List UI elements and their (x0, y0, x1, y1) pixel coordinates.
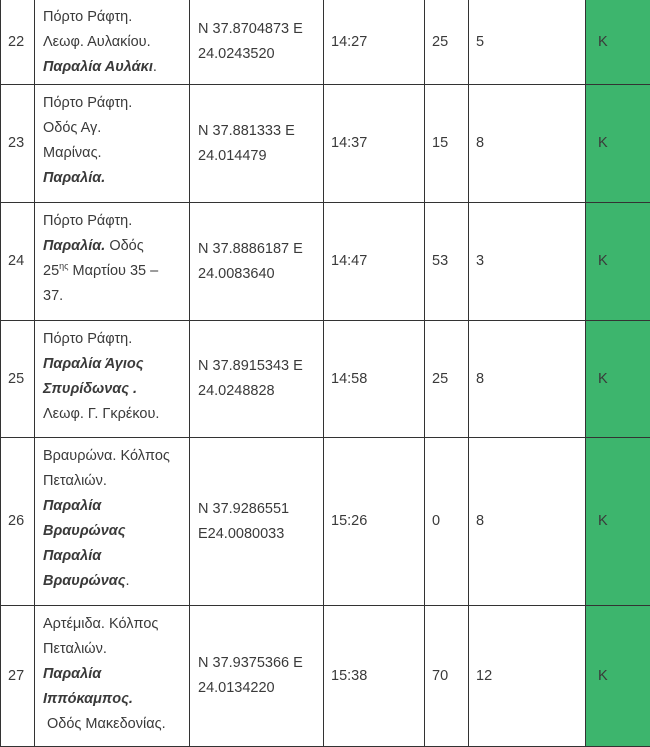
status-cell: K (586, 321, 650, 438)
coordinate-line: 24.0134220 (198, 676, 323, 701)
location-line (43, 30, 189, 55)
status-cell: K (586, 0, 650, 85)
table-row (1, 438, 650, 606)
status-cell: K (586, 438, 650, 606)
location-line (43, 91, 189, 116)
location-text: Πόρτο Ράφτη. (43, 9, 132, 25)
location-cell (35, 85, 190, 203)
table-row (1, 85, 650, 203)
location-text: Λεωφ. Γ. Γκρέκου. (43, 406, 159, 422)
coordinates-cell (190, 606, 324, 747)
location-line (43, 141, 189, 166)
location-text: . (153, 59, 157, 75)
location-cell (35, 606, 190, 747)
location-cell (35, 321, 190, 438)
location-text: Μαρτίου 35 – (68, 263, 158, 279)
location-line (43, 259, 189, 284)
location-line (43, 612, 189, 637)
beach-name-text: Παραλία (43, 548, 101, 564)
location-line (43, 569, 189, 594)
coordinate-line: 24.0248828 (198, 379, 323, 404)
beach-name-text: Βραυρώνας (43, 523, 125, 539)
beach-name-text: Παραλία. (43, 238, 105, 254)
location-line (43, 402, 189, 427)
row-number-cell: 22 (1, 0, 35, 85)
location-line (43, 687, 189, 712)
location-text: Πόρτο Ράφτη. (43, 213, 132, 229)
beach-name-text: Παραλία. (43, 170, 105, 186)
value2-cell: 5 (469, 0, 586, 85)
coordinate-line: N 37.8704873 E (198, 17, 323, 42)
row-number-cell: 23 (1, 85, 35, 203)
time-cell: 14:58 (324, 321, 425, 438)
row-number-cell: 27 (1, 606, 35, 747)
location-text: Πόρτο Ράφτη. (43, 95, 132, 111)
coordinate-line: E24.0080033 (198, 522, 323, 547)
value2-cell: 12 (469, 606, 586, 747)
coordinate-line: N 37.881333 E (198, 119, 323, 144)
location-line (43, 209, 189, 234)
value1-cell: 53 (425, 203, 469, 321)
row-number-cell: 24 (1, 203, 35, 321)
table-row (1, 321, 650, 438)
location-text: Οδός (105, 238, 143, 254)
location-line (43, 662, 189, 687)
row-number-cell: 25 (1, 321, 35, 438)
beach-name-text: Βραυρώνας (43, 573, 125, 589)
value1-cell: 25 (425, 321, 469, 438)
beach-name-text: Σπυρίδωνας . (43, 381, 137, 397)
time-cell: 15:26 (324, 438, 425, 606)
coordinate-line: 24.0083640 (198, 262, 323, 287)
row-number-cell: 26 (1, 438, 35, 606)
location-text: Αρτέμιδα. Κόλπος (43, 616, 158, 632)
location-text: Λεωφ. Αυλακίου. (43, 34, 151, 50)
beach-name-text: Παραλία (43, 666, 101, 682)
location-line (43, 116, 189, 141)
value1-cell: 0 (425, 438, 469, 606)
location-line (43, 494, 189, 519)
location-text: 25 (43, 263, 59, 279)
coordinate-line: N 37.9286551 (198, 497, 323, 522)
beach-name-text: Ιππόκαμπος. (43, 691, 133, 707)
location-cell (35, 0, 190, 85)
location-line (43, 377, 189, 402)
location-line (43, 55, 189, 80)
coordinates-cell (190, 321, 324, 438)
coordinate-line: N 37.9375366 E (198, 651, 323, 676)
location-line (43, 444, 189, 469)
location-line (43, 544, 189, 569)
location-line (43, 469, 189, 494)
value2-cell: 3 (469, 203, 586, 321)
location-text: Μαρίνας. (43, 145, 102, 161)
beach-name-text: Παραλία Αυλάκι (43, 59, 153, 75)
table-row (1, 0, 650, 85)
location-line (43, 166, 189, 191)
coordinates-cell (190, 203, 324, 321)
coordinate-line: N 37.8915343 E (198, 354, 323, 379)
location-text: Οδός Μακεδονίας. (47, 716, 166, 732)
status-cell: K (586, 606, 650, 747)
value2-cell: 8 (469, 321, 586, 438)
coordinates-cell (190, 438, 324, 606)
location-text: 37. (43, 288, 63, 304)
location-text: Πεταλιών. (43, 641, 107, 657)
status-cell: K (586, 85, 650, 203)
coordinate-line: 24.014479 (198, 144, 323, 169)
location-text: Πόρτο Ράφτη. (43, 331, 132, 347)
location-cell (35, 203, 190, 321)
time-cell: 15:38 (324, 606, 425, 747)
time-cell: 14:37 (324, 85, 425, 203)
value1-cell: 70 (425, 606, 469, 747)
time-cell: 14:27 (324, 0, 425, 85)
table-body (1, 0, 650, 747)
time-cell: 14:47 (324, 203, 425, 321)
location-line (43, 327, 189, 352)
value1-cell: 25 (425, 0, 469, 85)
location-cell (35, 438, 190, 606)
location-line (43, 352, 189, 377)
location-text: . (125, 573, 129, 589)
coordinate-line: 24.0243520 (198, 42, 323, 67)
value2-cell: 8 (469, 438, 586, 606)
location-line (43, 5, 189, 30)
value2-cell: 8 (469, 85, 586, 203)
location-line (43, 519, 189, 544)
coordinates-cell (190, 85, 324, 203)
coordinate-line: N 37.8886187 E (198, 237, 323, 262)
coordinates-cell (190, 0, 324, 85)
location-text: Οδός Αγ. (43, 120, 101, 136)
location-line (43, 637, 189, 662)
location-line (43, 284, 189, 309)
value1-cell: 15 (425, 85, 469, 203)
beach-name-text: Παραλία Άγιος (43, 356, 143, 372)
status-cell: K (586, 203, 650, 321)
location-text: ης (59, 261, 68, 271)
location-text: Βραυρώνα. Κόλπος (43, 448, 170, 464)
location-line (43, 712, 189, 737)
location-line (43, 234, 189, 259)
table-row (1, 606, 650, 747)
location-text: Πεταλιών. (43, 473, 107, 489)
beach-name-text: Παραλία (43, 498, 101, 514)
table-row (1, 203, 650, 321)
